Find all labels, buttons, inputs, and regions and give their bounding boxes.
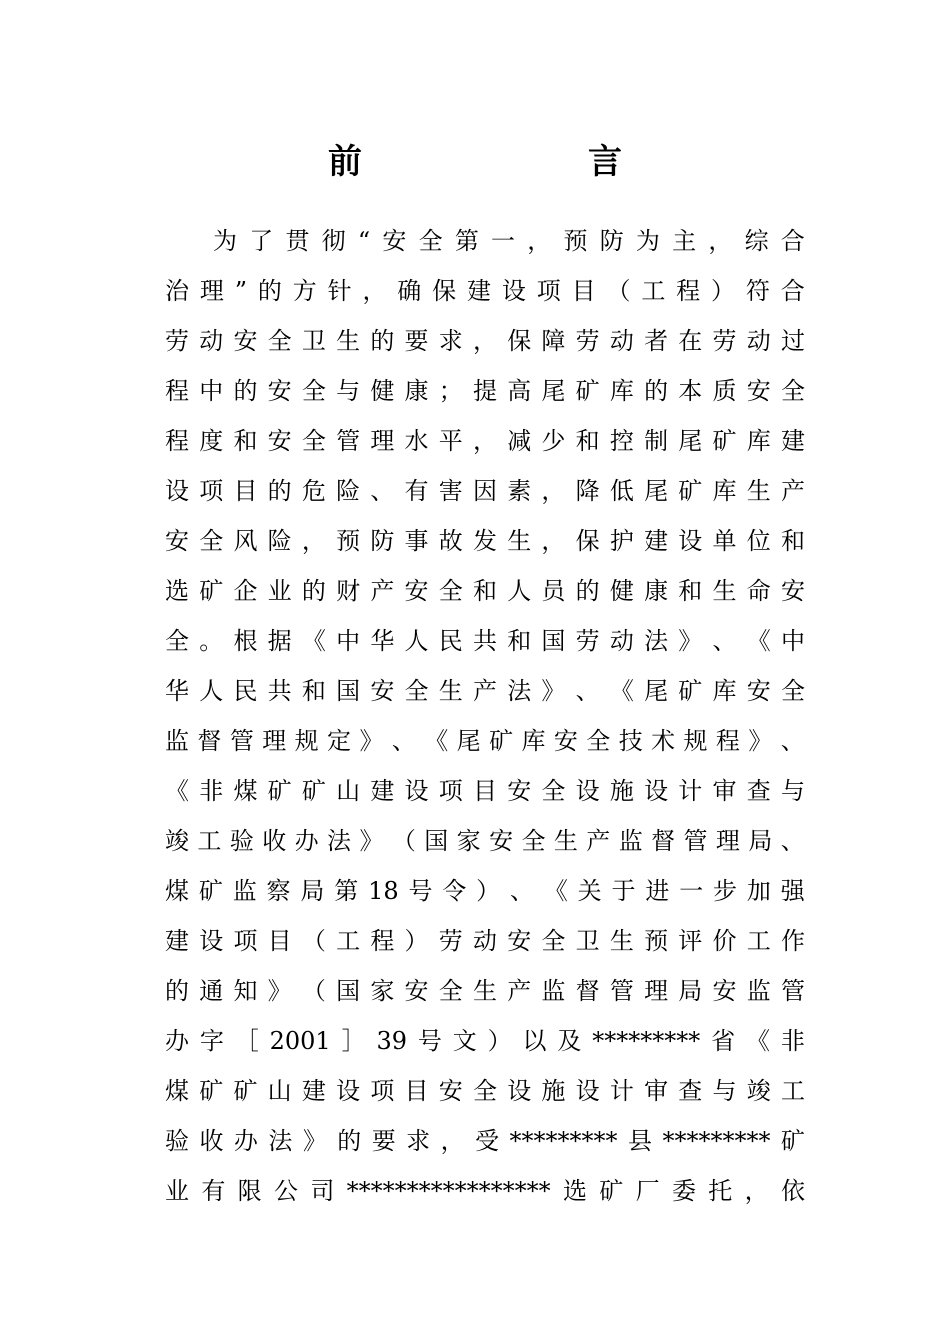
paragraph-line: 选 矿 企 业 的 财 产 安 全 和 人 员 的 健 康 和 生 命 安 [165,577,805,605]
paragraph-line: 华 人 民 共 和 国 安 全 生 产 法 》 、 《 尾 矿 库 安 全 [165,677,805,705]
paragraph-line: 程 度 和 安 全 管 理 水 平 ， 减 少 和 控 制 尾 矿 库 建 [165,427,805,455]
paragraph-line: 煤 矿 矿 山 建 设 项 目 安 全 设 施 设 计 审 查 与 竣 工 [165,1077,805,1105]
page-title: 前 言 [328,142,718,182]
paragraph-line: 《 非 煤 矿 矿 山 建 设 项 目 安 全 设 施 设 计 审 查 与 [165,777,805,805]
paragraph-line: 全 。 根 据 《 中 华 人 民 共 和 国 劳 动 法 》 、 《 中 [165,627,805,655]
paragraph-line: 煤 矿 监 察 局 第 18 号 令 ） 、 《 关 于 进 一 步 加 强 [165,877,805,905]
paragraph-line: 设 项 目 的 危 险 、 有 害 因 素 ， 降 低 尾 矿 库 生 产 [165,477,805,505]
paragraph-line: 建 设 项 目 （ 工 程 ） 劳 动 安 全 卫 生 预 评 价 工 作 [165,927,805,955]
paragraph-line: 验 收 办 法 》 的 要 求 ， 受 ********* 县 ********* 矿 [165,1127,805,1155]
paragraph-line: 办 字 ［ 2001 ］ 39 号 文 ） 以 及 ********* 省 《 非 [165,1027,805,1055]
paragraph-line: 业 有 限 公 司 ***************** 选 矿 厂 委 托 ， 依 [165,1177,805,1205]
paragraph-line: 监 督 管 理 规 定 》 、 《 尾 矿 库 安 全 技 术 规 程 》 、 [165,727,805,755]
paragraph-line: 劳 动 安 全 卫 生 的 要 求 ， 保 障 劳 动 者 在 劳 动 过 [165,327,805,355]
paragraph-line: 为 了 贯 彻 “ 安 全 第 一 ， 预 防 为 主 ， 综 合 [213,227,805,255]
paragraph-line: 程 中 的 安 全 与 健 康 ； 提 高 尾 矿 库 的 本 质 安 全 [165,377,805,405]
paragraph-line: 治 理 ” 的 方 针 ， 确 保 建 设 项 目 （ 工 程 ） 符 合 [165,277,805,305]
paragraph-line: 的 通 知 》 （ 国 家 安 全 生 产 监 督 管 理 局 安 监 管 [165,977,805,1005]
body-paragraph [165,216,805,1216]
paragraph-line: 安 全 风 险 ， 预 防 事 故 发 生 ， 保 护 建 设 单 位 和 [165,527,805,555]
paragraph-line: 竣 工 验 收 办 法 》 （ 国 家 安 全 生 产 监 督 管 理 局 、 [165,827,805,855]
